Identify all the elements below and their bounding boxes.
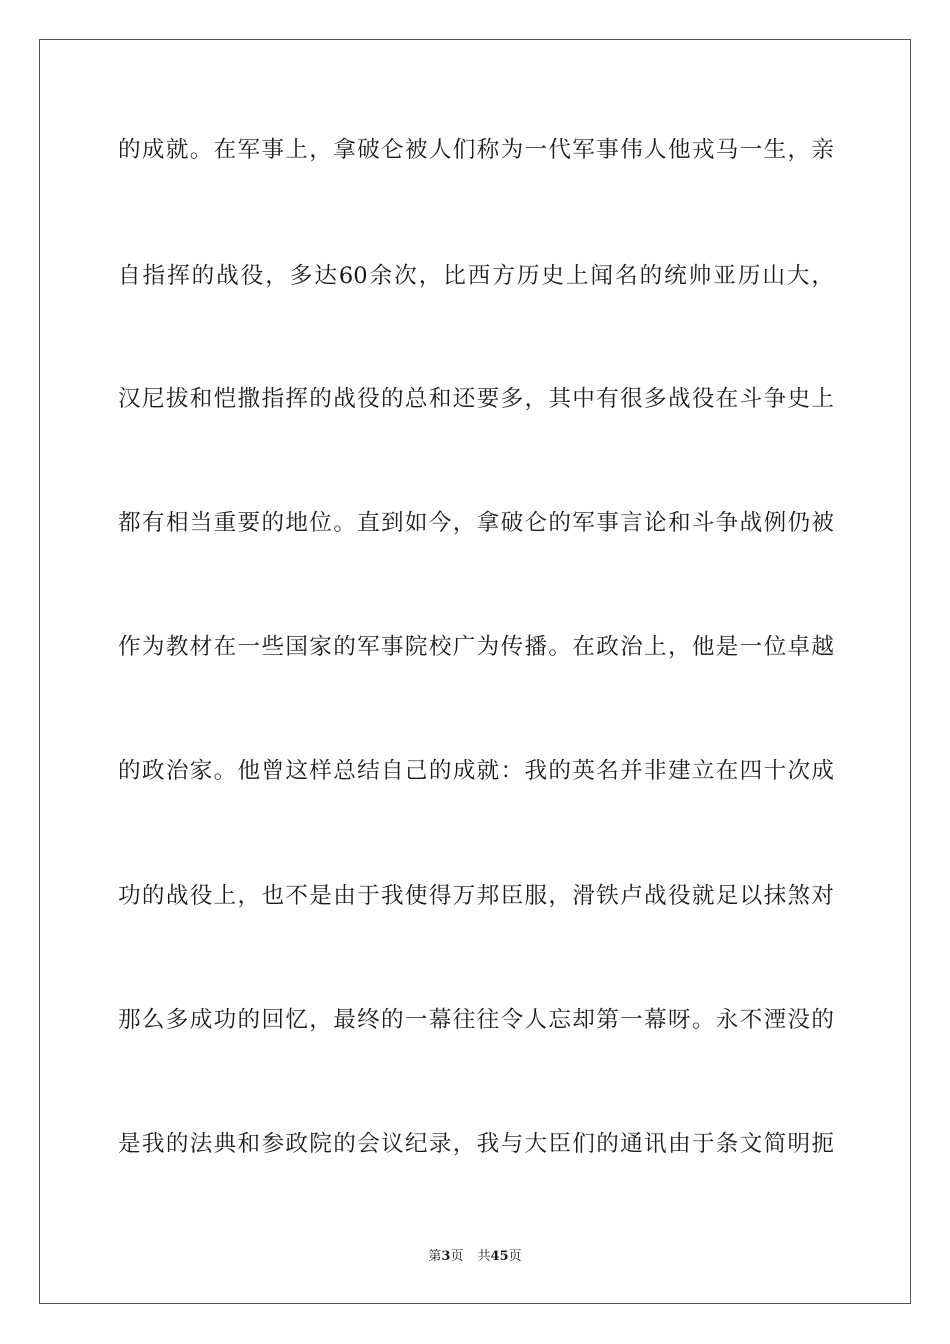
- text-line-2: 自指挥的战役，多达60余次，比西方历史上闻名的统帅亚历山大，: [118, 263, 834, 289]
- footer-page-number: 3: [441, 1249, 451, 1264]
- footer-total-prefix: 共: [477, 1249, 491, 1264]
- text-line-4: 都有相当重要的地位。直到如今，拿破仑的军事言论和斗争战例仍被: [118, 510, 834, 536]
- text-line-6: 的政治家。他曾这样总结自己的成就：我的英名并非建立在四十次成: [118, 758, 834, 784]
- text-line-3: 汉尼拔和恺撒指挥的战役的总和还要多，其中有很多战役在斗争史上: [118, 386, 834, 412]
- page-footer: [0, 1248, 950, 1266]
- text-line-5: 作为教材在一些国家的军事院校广为传播。在政治上，他是一位卓越: [118, 634, 834, 660]
- text-line-8: 那么多成功的回忆，最终的一幕往往令人忘却第一幕呀。永不湮没的: [118, 1007, 834, 1033]
- text-line-7: 功的战役上，也不是由于我使得万邦臣服，滑铁卢战役就足以抹煞对: [118, 883, 834, 909]
- text-line-1: 的成就。在军事上，拿破仑被人们称为一代军事伟人他戎马一生，亲: [118, 137, 834, 163]
- text-line-9: 是我的法典和参政院的会议纪录，我与大臣们的通讯由于条文简明扼: [118, 1131, 834, 1157]
- footer-total-suffix: 页: [508, 1249, 522, 1264]
- footer-page-prefix: 第: [428, 1249, 442, 1264]
- footer-total-pages: 45: [490, 1249, 509, 1264]
- footer-page-suffix: 页: [450, 1249, 464, 1264]
- page-border: [39, 39, 911, 1304]
